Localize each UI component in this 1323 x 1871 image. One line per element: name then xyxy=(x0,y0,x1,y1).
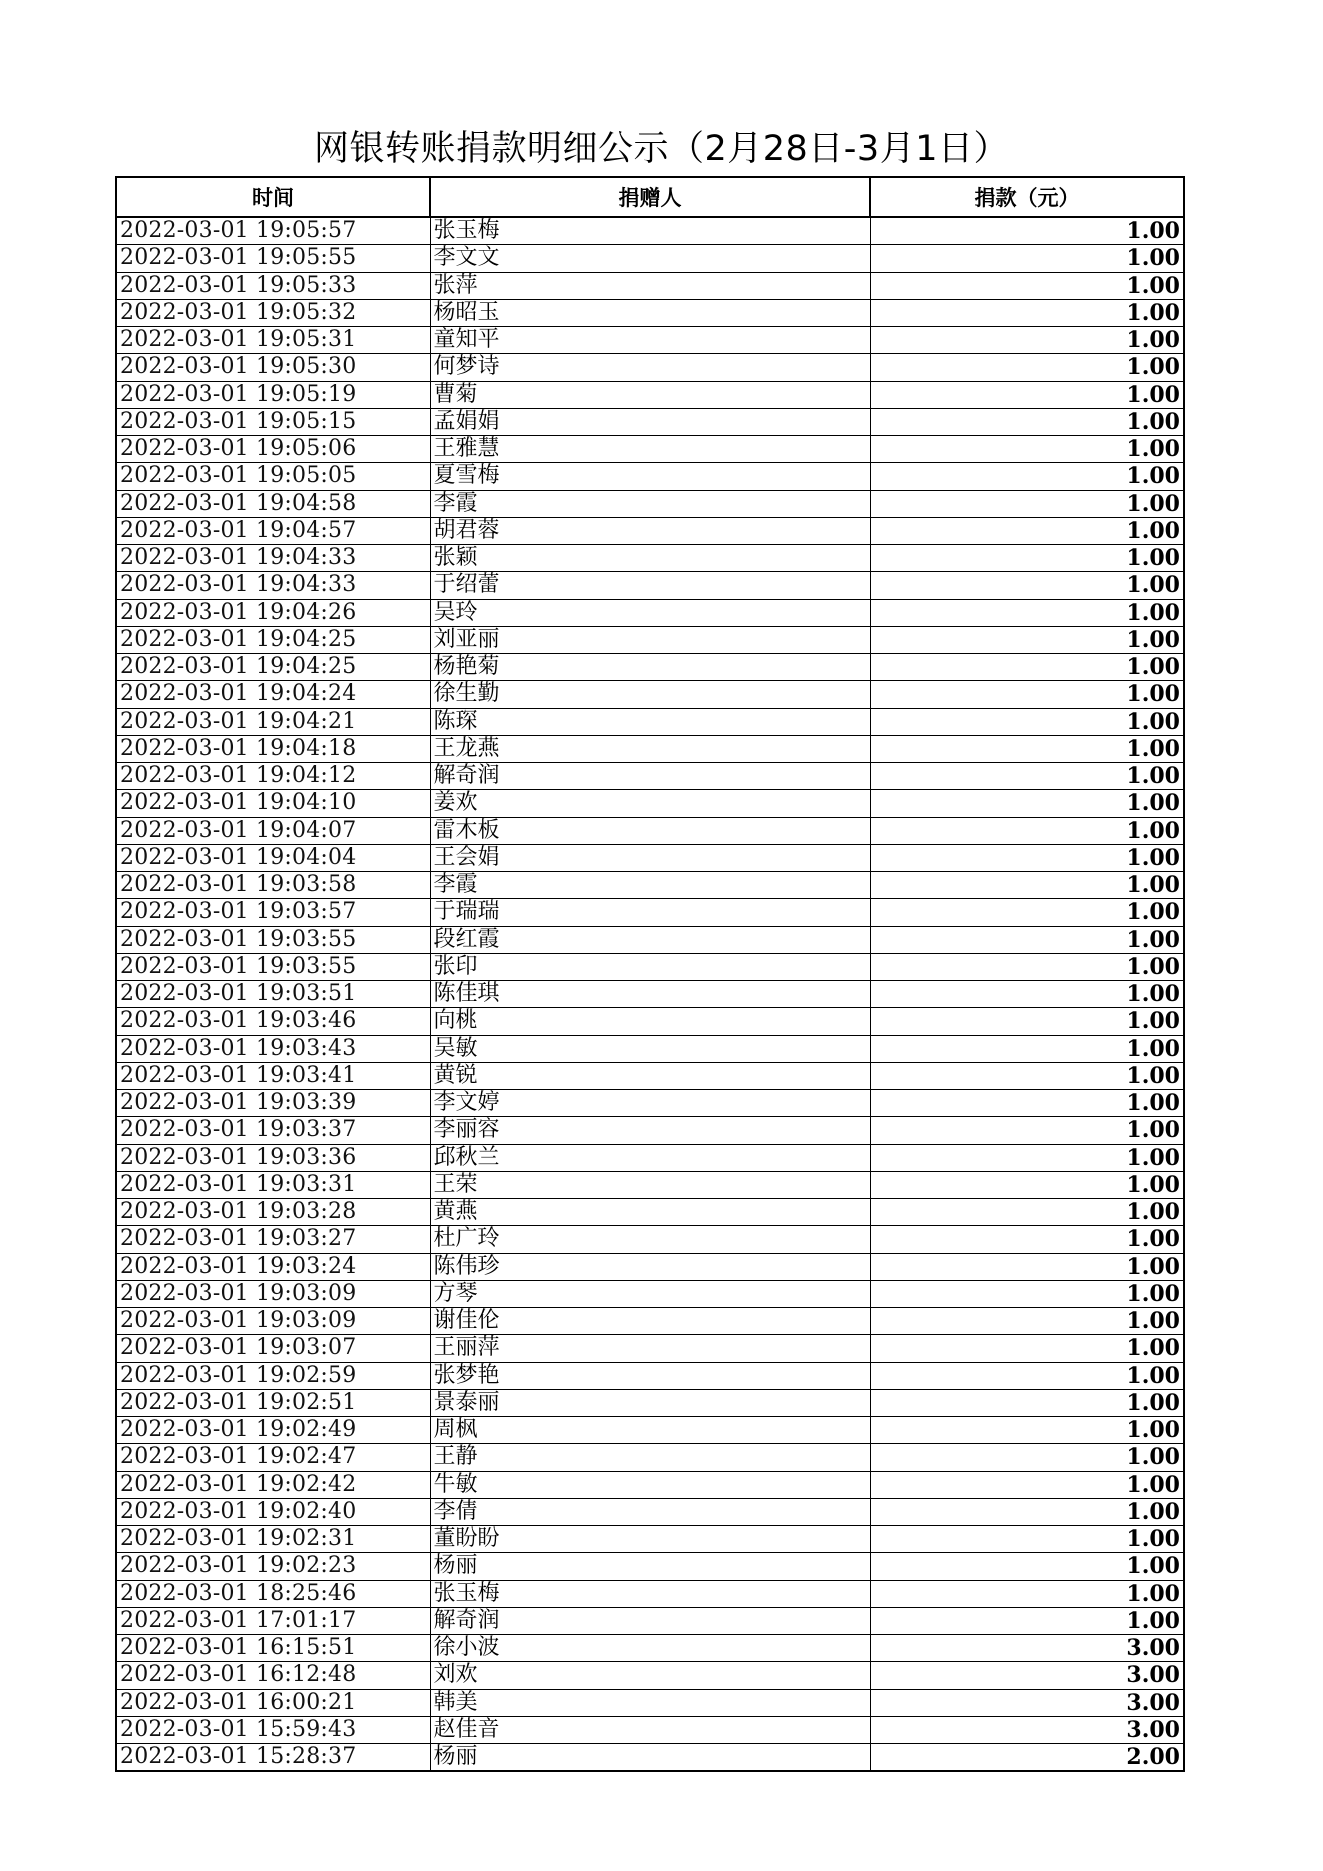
donor-cell: 李文婷 xyxy=(430,1090,870,1117)
amount-cell: 1.00 xyxy=(870,1199,1184,1226)
table-row xyxy=(116,1253,1184,1280)
time-cell: 2022-03-01 19:03:41 xyxy=(116,1062,430,1089)
table-row xyxy=(116,1417,1184,1444)
time-cell: 2022-03-01 19:05:19 xyxy=(116,381,430,408)
amount-cell: 1.00 xyxy=(870,572,1184,599)
donor-cell: 夏雪梅 xyxy=(430,463,870,490)
table-row xyxy=(116,953,1184,980)
amount-cell: 1.00 xyxy=(870,490,1184,517)
table-row xyxy=(116,1280,1184,1307)
time-cell: 2022-03-01 19:04:18 xyxy=(116,735,430,762)
amount-cell: 1.00 xyxy=(870,1062,1184,1089)
table-row xyxy=(116,1689,1184,1716)
table-body xyxy=(116,217,1184,1771)
amount-cell: 1.00 xyxy=(870,1335,1184,1362)
donor-cell: 段红霞 xyxy=(430,926,870,953)
table-row xyxy=(116,1553,1184,1580)
table-row xyxy=(116,1607,1184,1634)
table-row xyxy=(116,1008,1184,1035)
time-cell: 2022-03-01 19:03:51 xyxy=(116,981,430,1008)
column-header-time: 时间 xyxy=(116,177,430,217)
time-cell: 2022-03-01 19:04:04 xyxy=(116,844,430,871)
donor-cell: 李倩 xyxy=(430,1498,870,1525)
amount-cell: 1.00 xyxy=(870,790,1184,817)
time-cell: 2022-03-01 19:03:39 xyxy=(116,1090,430,1117)
time-cell: 2022-03-01 19:02:31 xyxy=(116,1526,430,1553)
table-row xyxy=(116,517,1184,544)
table-row xyxy=(116,1744,1184,1772)
donor-cell: 吴敏 xyxy=(430,1035,870,1062)
time-cell: 2022-03-01 19:03:09 xyxy=(116,1280,430,1307)
time-cell: 2022-03-01 17:01:17 xyxy=(116,1607,430,1634)
time-cell: 2022-03-01 15:28:37 xyxy=(116,1744,430,1772)
time-cell: 2022-03-01 19:05:15 xyxy=(116,408,430,435)
time-cell: 2022-03-01 19:03:28 xyxy=(116,1199,430,1226)
donor-cell: 黄锐 xyxy=(430,1062,870,1089)
table-row xyxy=(116,1662,1184,1689)
amount-cell: 1.00 xyxy=(870,626,1184,653)
time-cell: 2022-03-01 19:02:59 xyxy=(116,1362,430,1389)
donor-cell: 杨艳菊 xyxy=(430,654,870,681)
donor-cell: 张颖 xyxy=(430,545,870,572)
amount-cell: 1.00 xyxy=(870,436,1184,463)
time-cell: 2022-03-01 19:02:23 xyxy=(116,1553,430,1580)
table-row xyxy=(116,381,1184,408)
table-row xyxy=(116,735,1184,762)
donor-cell: 杜广玲 xyxy=(430,1226,870,1253)
amount-cell: 1.00 xyxy=(870,381,1184,408)
column-header-donor: 捐赠人 xyxy=(430,177,870,217)
time-cell: 2022-03-01 19:04:12 xyxy=(116,763,430,790)
amount-cell: 1.00 xyxy=(870,872,1184,899)
amount-cell: 1.00 xyxy=(870,1607,1184,1634)
time-cell: 2022-03-01 19:05:30 xyxy=(116,354,430,381)
amount-cell: 3.00 xyxy=(870,1689,1184,1716)
donor-cell: 杨丽 xyxy=(430,1553,870,1580)
donor-cell: 陈琛 xyxy=(430,708,870,735)
table-row xyxy=(116,790,1184,817)
time-cell: 2022-03-01 19:05:33 xyxy=(116,272,430,299)
table-row xyxy=(116,1062,1184,1089)
table-row xyxy=(116,899,1184,926)
donor-cell: 邱秋兰 xyxy=(430,1144,870,1171)
amount-cell: 1.00 xyxy=(870,1226,1184,1253)
time-cell: 2022-03-01 19:04:21 xyxy=(116,708,430,735)
amount-cell: 1.00 xyxy=(870,1580,1184,1607)
table-row xyxy=(116,1635,1184,1662)
donor-cell: 张玉梅 xyxy=(430,217,870,245)
amount-cell: 1.00 xyxy=(870,708,1184,735)
amount-cell: 3.00 xyxy=(870,1662,1184,1689)
time-cell: 2022-03-01 16:12:48 xyxy=(116,1662,430,1689)
donor-cell: 牛敏 xyxy=(430,1471,870,1498)
amount-cell: 1.00 xyxy=(870,844,1184,871)
donor-cell: 王静 xyxy=(430,1444,870,1471)
donor-cell: 景泰丽 xyxy=(430,1389,870,1416)
donor-cell: 解奇润 xyxy=(430,763,870,790)
amount-cell: 1.00 xyxy=(870,272,1184,299)
time-cell: 2022-03-01 19:02:51 xyxy=(116,1389,430,1416)
time-cell: 2022-03-01 16:15:51 xyxy=(116,1635,430,1662)
amount-cell: 1.00 xyxy=(870,1035,1184,1062)
donor-cell: 杨丽 xyxy=(430,1744,870,1772)
table-row xyxy=(116,1335,1184,1362)
amount-cell: 1.00 xyxy=(870,1417,1184,1444)
table-row xyxy=(116,436,1184,463)
table-row xyxy=(116,1526,1184,1553)
donor-cell: 方琴 xyxy=(430,1280,870,1307)
donor-cell: 韩美 xyxy=(430,1689,870,1716)
donor-cell: 张梦艳 xyxy=(430,1362,870,1389)
donor-cell: 刘欢 xyxy=(430,1662,870,1689)
header-row xyxy=(116,177,1184,217)
time-cell: 2022-03-01 19:02:42 xyxy=(116,1471,430,1498)
donor-cell: 王雅慧 xyxy=(430,436,870,463)
amount-cell: 1.00 xyxy=(870,1144,1184,1171)
table-row xyxy=(116,408,1184,435)
amount-cell: 1.00 xyxy=(870,354,1184,381)
amount-cell: 1.00 xyxy=(870,545,1184,572)
table-row xyxy=(116,708,1184,735)
donor-cell: 李丽容 xyxy=(430,1117,870,1144)
amount-cell: 1.00 xyxy=(870,1498,1184,1525)
donor-cell: 于绍蕾 xyxy=(430,572,870,599)
time-cell: 2022-03-01 18:25:46 xyxy=(116,1580,430,1607)
table-row xyxy=(116,1144,1184,1171)
donor-cell: 童知平 xyxy=(430,327,870,354)
donor-cell: 李文文 xyxy=(430,245,870,272)
donor-cell: 刘亚丽 xyxy=(430,626,870,653)
donor-cell: 孟娟娟 xyxy=(430,408,870,435)
amount-cell: 3.00 xyxy=(870,1716,1184,1743)
table-row xyxy=(116,763,1184,790)
table-row xyxy=(116,626,1184,653)
amount-cell: 1.00 xyxy=(870,1444,1184,1471)
time-cell: 2022-03-01 19:03:43 xyxy=(116,1035,430,1062)
donor-cell: 曹菊 xyxy=(430,381,870,408)
table-header xyxy=(116,177,1184,217)
table-row xyxy=(116,1199,1184,1226)
donor-cell: 张印 xyxy=(430,953,870,980)
amount-cell: 1.00 xyxy=(870,1280,1184,1307)
amount-cell: 1.00 xyxy=(870,463,1184,490)
donor-cell: 雷木板 xyxy=(430,817,870,844)
donor-cell: 黄燕 xyxy=(430,1199,870,1226)
column-header-amount: 捐款（元） xyxy=(870,177,1184,217)
table-row xyxy=(116,1498,1184,1525)
time-cell: 2022-03-01 19:04:58 xyxy=(116,490,430,517)
time-cell: 2022-03-01 19:03:37 xyxy=(116,1117,430,1144)
amount-cell: 1.00 xyxy=(870,1117,1184,1144)
table-row xyxy=(116,1308,1184,1335)
table-row xyxy=(116,654,1184,681)
time-cell: 2022-03-01 19:05:06 xyxy=(116,436,430,463)
donor-cell: 胡君蓉 xyxy=(430,517,870,544)
table-row xyxy=(116,490,1184,517)
donor-cell: 吴玲 xyxy=(430,599,870,626)
amount-cell: 1.00 xyxy=(870,599,1184,626)
time-cell: 2022-03-01 19:05:05 xyxy=(116,463,430,490)
time-cell: 2022-03-01 19:05:57 xyxy=(116,217,430,245)
table-row xyxy=(116,1471,1184,1498)
amount-cell: 1.00 xyxy=(870,217,1184,245)
table-row xyxy=(116,926,1184,953)
table-row xyxy=(116,844,1184,871)
donor-cell: 王会娟 xyxy=(430,844,870,871)
donor-cell: 周枫 xyxy=(430,1417,870,1444)
amount-cell: 1.00 xyxy=(870,299,1184,326)
table-row xyxy=(116,463,1184,490)
donor-cell: 何梦诗 xyxy=(430,354,870,381)
table-row xyxy=(116,599,1184,626)
donor-cell: 徐小波 xyxy=(430,1635,870,1662)
amount-cell: 1.00 xyxy=(870,1526,1184,1553)
table-row xyxy=(116,1716,1184,1743)
table-row xyxy=(116,872,1184,899)
table-row xyxy=(116,245,1184,272)
time-cell: 2022-03-01 19:04:25 xyxy=(116,626,430,653)
table-row xyxy=(116,217,1184,245)
amount-cell: 1.00 xyxy=(870,735,1184,762)
table-row xyxy=(116,681,1184,708)
donor-cell: 张玉梅 xyxy=(430,1580,870,1607)
table-row xyxy=(116,1389,1184,1416)
time-cell: 2022-03-01 19:03:46 xyxy=(116,1008,430,1035)
amount-cell: 1.00 xyxy=(870,517,1184,544)
time-cell: 2022-03-01 19:03:27 xyxy=(116,1226,430,1253)
time-cell: 2022-03-01 19:03:07 xyxy=(116,1335,430,1362)
time-cell: 2022-03-01 19:04:57 xyxy=(116,517,430,544)
amount-cell: 1.00 xyxy=(870,1389,1184,1416)
amount-cell: 1.00 xyxy=(870,899,1184,926)
table-row xyxy=(116,1035,1184,1062)
amount-cell: 1.00 xyxy=(870,1008,1184,1035)
time-cell: 2022-03-01 19:02:40 xyxy=(116,1498,430,1525)
time-cell: 2022-03-01 19:04:24 xyxy=(116,681,430,708)
donor-cell: 张萍 xyxy=(430,272,870,299)
amount-cell: 1.00 xyxy=(870,1253,1184,1280)
table-row xyxy=(116,327,1184,354)
amount-cell: 1.00 xyxy=(870,327,1184,354)
time-cell: 2022-03-01 19:03:09 xyxy=(116,1308,430,1335)
amount-cell: 1.00 xyxy=(870,926,1184,953)
donor-cell: 向桃 xyxy=(430,1008,870,1035)
donor-cell: 王荣 xyxy=(430,1171,870,1198)
time-cell: 2022-03-01 19:04:10 xyxy=(116,790,430,817)
amount-cell: 1.00 xyxy=(870,1553,1184,1580)
table-row xyxy=(116,1444,1184,1471)
page-title: 网银转账捐款明细公示（2月28日-3月1日） xyxy=(314,129,1009,169)
time-cell: 2022-03-01 19:05:31 xyxy=(116,327,430,354)
time-cell: 2022-03-01 19:04:25 xyxy=(116,654,430,681)
time-cell: 2022-03-01 19:02:47 xyxy=(116,1444,430,1471)
amount-cell: 1.00 xyxy=(870,654,1184,681)
time-cell: 2022-03-01 19:03:31 xyxy=(116,1171,430,1198)
donor-cell: 于瑞瑞 xyxy=(430,899,870,926)
amount-cell: 1.00 xyxy=(870,245,1184,272)
donor-cell: 谢佳伦 xyxy=(430,1308,870,1335)
donor-cell: 王丽萍 xyxy=(430,1335,870,1362)
donor-cell: 李霞 xyxy=(430,490,870,517)
table-row xyxy=(116,545,1184,572)
amount-cell: 1.00 xyxy=(870,1090,1184,1117)
table-row xyxy=(116,817,1184,844)
time-cell: 2022-03-01 19:03:55 xyxy=(116,953,430,980)
time-cell: 2022-03-01 15:59:43 xyxy=(116,1716,430,1743)
table-row xyxy=(116,1171,1184,1198)
amount-cell: 1.00 xyxy=(870,981,1184,1008)
table-row xyxy=(116,1362,1184,1389)
amount-cell: 1.00 xyxy=(870,953,1184,980)
amount-cell: 3.00 xyxy=(870,1635,1184,1662)
table-row xyxy=(116,1090,1184,1117)
donor-cell: 董盼盼 xyxy=(430,1526,870,1553)
table-row xyxy=(116,1226,1184,1253)
amount-cell: 2.00 xyxy=(870,1744,1184,1772)
table-row xyxy=(116,354,1184,381)
table-row xyxy=(116,572,1184,599)
time-cell: 2022-03-01 19:04:33 xyxy=(116,572,430,599)
time-cell: 2022-03-01 19:04:33 xyxy=(116,545,430,572)
time-cell: 2022-03-01 19:04:26 xyxy=(116,599,430,626)
time-cell: 2022-03-01 19:05:55 xyxy=(116,245,430,272)
donor-cell: 王龙燕 xyxy=(430,735,870,762)
donor-cell: 李霞 xyxy=(430,872,870,899)
time-cell: 2022-03-01 19:03:57 xyxy=(116,899,430,926)
donor-cell: 徐生勤 xyxy=(430,681,870,708)
donor-cell: 陈佳琪 xyxy=(430,981,870,1008)
amount-cell: 1.00 xyxy=(870,1471,1184,1498)
table-row xyxy=(116,272,1184,299)
amount-cell: 1.00 xyxy=(870,1308,1184,1335)
time-cell: 2022-03-01 19:03:24 xyxy=(116,1253,430,1280)
donor-cell: 赵佳音 xyxy=(430,1716,870,1743)
table-row xyxy=(116,1580,1184,1607)
amount-cell: 1.00 xyxy=(870,763,1184,790)
donor-cell: 解奇润 xyxy=(430,1607,870,1634)
donor-cell: 杨昭玉 xyxy=(430,299,870,326)
time-cell: 2022-03-01 19:02:49 xyxy=(116,1417,430,1444)
donor-cell: 姜欢 xyxy=(430,790,870,817)
amount-cell: 1.00 xyxy=(870,408,1184,435)
donation-table xyxy=(115,176,1185,1772)
table-row xyxy=(116,981,1184,1008)
time-cell: 2022-03-01 19:05:32 xyxy=(116,299,430,326)
donor-cell: 陈伟珍 xyxy=(430,1253,870,1280)
table-row xyxy=(116,299,1184,326)
time-cell: 2022-03-01 19:04:07 xyxy=(116,817,430,844)
time-cell: 2022-03-01 16:00:21 xyxy=(116,1689,430,1716)
amount-cell: 1.00 xyxy=(870,817,1184,844)
time-cell: 2022-03-01 19:03:58 xyxy=(116,872,430,899)
amount-cell: 1.00 xyxy=(870,1171,1184,1198)
amount-cell: 1.00 xyxy=(870,681,1184,708)
time-cell: 2022-03-01 19:03:36 xyxy=(116,1144,430,1171)
amount-cell: 1.00 xyxy=(870,1362,1184,1389)
time-cell: 2022-03-01 19:03:55 xyxy=(116,926,430,953)
table-row xyxy=(116,1117,1184,1144)
